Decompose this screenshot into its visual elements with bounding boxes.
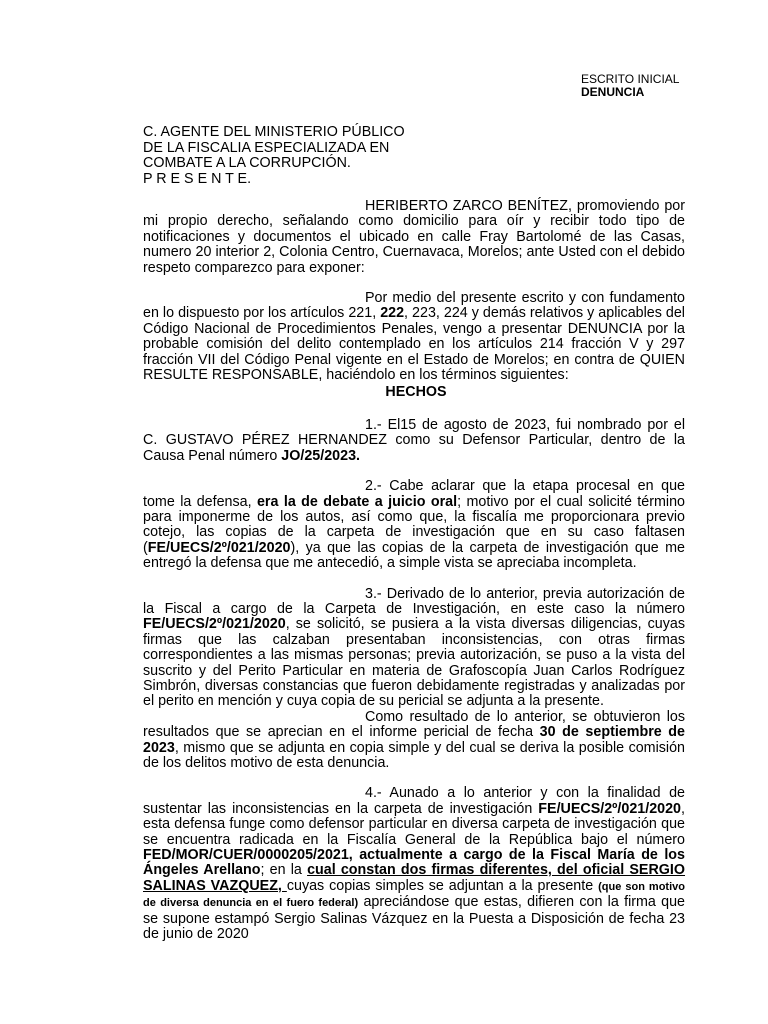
fact-4-federal-folder: FED/MOR/CUER/0000205/2021, actualmente a cargo de la Fiscal María de los Ángeles Arellano xyxy=(143,847,685,879)
fact-3b-text-a: Como resultado de lo anterior, se obtuvieron los resultados que se aprecian en el informe pericial de fecha xyxy=(143,708,685,741)
fact-4-text-a: 4.- Aunado a lo anterior y con la finalidad de sustentar las inconsistencias en la carpeta de investigación xyxy=(143,785,685,817)
fact-2-text-a: 2.- Cabe aclarar que la etapa procesal en que tome la defensa, xyxy=(143,478,685,510)
fact-3-text-a: 3.- Derivado de lo anterior, previa autorización de la Fiscal a cargo de la Carpeta de Investigación, en este caso la número xyxy=(143,585,685,617)
fact-4-folder-number: FE/UECS/2º/021/2020 xyxy=(538,800,682,817)
document-header xyxy=(581,73,679,99)
fact-4-text-g: cuyas copias simples se adjuntan a la presente xyxy=(286,877,599,894)
document-body xyxy=(143,199,685,942)
fact-3b-text-c: , mismo que se adjunta en copia simple y del cual se deriva la posible comisión de los delitos motivo de esta denuncia. xyxy=(143,739,685,771)
fact-2-text-e: ), ya que las copias de la carpeta de investigación que me entregó la defensa que me antecedió, a simple vista se apreciaba incompleta. xyxy=(143,539,685,572)
header-line-2: DENUNCIA xyxy=(581,85,645,99)
fact-4-signatures-note: cual constan dos firmas diferentes, del oficial SERGIO SALINAS VAZQUEZ, xyxy=(143,862,686,894)
fact-3b-date: 30 de septiembre de 2023 xyxy=(143,724,685,756)
hechos-heading: HECHOS xyxy=(385,384,447,401)
basis-text-1: Por medio del presente escrito y con fundamento en lo dispuesto por los artículos 221, xyxy=(143,290,685,322)
fact-2-text-c: ; motivo por el cual solicité término para imponerme de los autos, así como que, la fiscalía me proporcionara previo cotejo, las copias de la carpeta de investigación que en su caso faltasen ( xyxy=(143,493,685,556)
fact-2-paragraph xyxy=(143,479,685,571)
fact-4-text-i: apreciándose que estas, difieren con la firma que se supone estampó Sergio Salinas Vázquez en la Puesta a Disposición de fecha 23 de junio de 2020 xyxy=(143,894,686,943)
addressee-line-2: DE LA FISCALIA ESPECIALIZADA EN xyxy=(143,139,390,156)
fact-3-paragraph xyxy=(143,587,685,710)
fact-3-result-paragraph xyxy=(143,710,685,772)
fact-2-stage: era la de debate a juicio oral xyxy=(256,493,458,510)
addressee-line-1: C. AGENTE DEL MINISTERIO PÚBLICO xyxy=(143,124,405,140)
fact-1-text: 1.- El15 de agosto de 2023, fui nombrado por el C. GUSTAVO PÉREZ HERNANDEZ como su Defensor Particular, dentro de la Causa Penal número xyxy=(143,416,685,464)
basis-article-222: 222 xyxy=(380,305,405,322)
fact-4-text-c: , esta defensa funge como defensor particular en diversa carpeta de investigación que se encuentra radicada en la Fiscalía General de la República bajo el número xyxy=(143,800,685,848)
addressee-line-4: P R E S E N T E. xyxy=(143,170,252,187)
fact-3-text-c: , se solicitó, se pusiera a la vista diversas diligencias, cuyas firmas que las calzaban presentaban inconsistencias, con otras firmas correspondientes a las mismas personas; previa autorización, se puso a la vista del suscrito y del Perito Particular en materia de Grafoscopía Juan Carlos Rodríguez Simbrón, diversas constancias que fueron debidamente registradas y analizadas por el perito en mención y cuya copia de su pericial se adjunta a la presente. xyxy=(143,616,685,710)
fact-1-case-number: JO/25/2023. xyxy=(281,447,360,464)
fact-2-folder-number: FE/UECS/2º/021/2020 xyxy=(147,539,291,556)
fact-4-paragraph xyxy=(143,786,685,942)
fact-3-folder-number: FE/UECS/2º/021/2020 xyxy=(143,616,286,633)
fact-1-paragraph xyxy=(143,418,685,464)
basis-text-2: , 223, 224 y demás relativos y aplicables del Código Nacional de Procedimientos Penales, vengo a presentar DENUNCIA por la probable comisión del delito contemplado en los artículos 214 fracción V y 297 fracción VII del Código Penal vigente en el Estado de Morelos; en contra de QUIEN RESULTE RESPONSABLE, haciéndolo en los términos siguientes: xyxy=(143,305,685,384)
fact-4-text-e: ; en la xyxy=(260,862,308,879)
fact-4-federal-note: (que son motivo de diversa denuncia en el fuero federal) xyxy=(143,880,685,910)
intro-paragraph: HERIBERTO ZARCO BENÍTEZ, promoviendo por mi propio derecho, señalando como domicilio para oír y recibir todo tipo de notificaciones y documentos el ubicado en calle Fray Bartolomé de las Casas, numero 20 interior 2, Colonia Centro, Cuernavaca, Morelos; ante Usted con el debido respeto comparezco para exponer: xyxy=(143,198,685,276)
addressee-line-3: COMBATE A LA CORRUPCIÓN. xyxy=(143,155,351,171)
legal-basis-paragraph xyxy=(143,291,685,383)
header-line-1: ESCRITO INICIAL xyxy=(581,72,680,86)
addressee-block xyxy=(143,125,405,187)
